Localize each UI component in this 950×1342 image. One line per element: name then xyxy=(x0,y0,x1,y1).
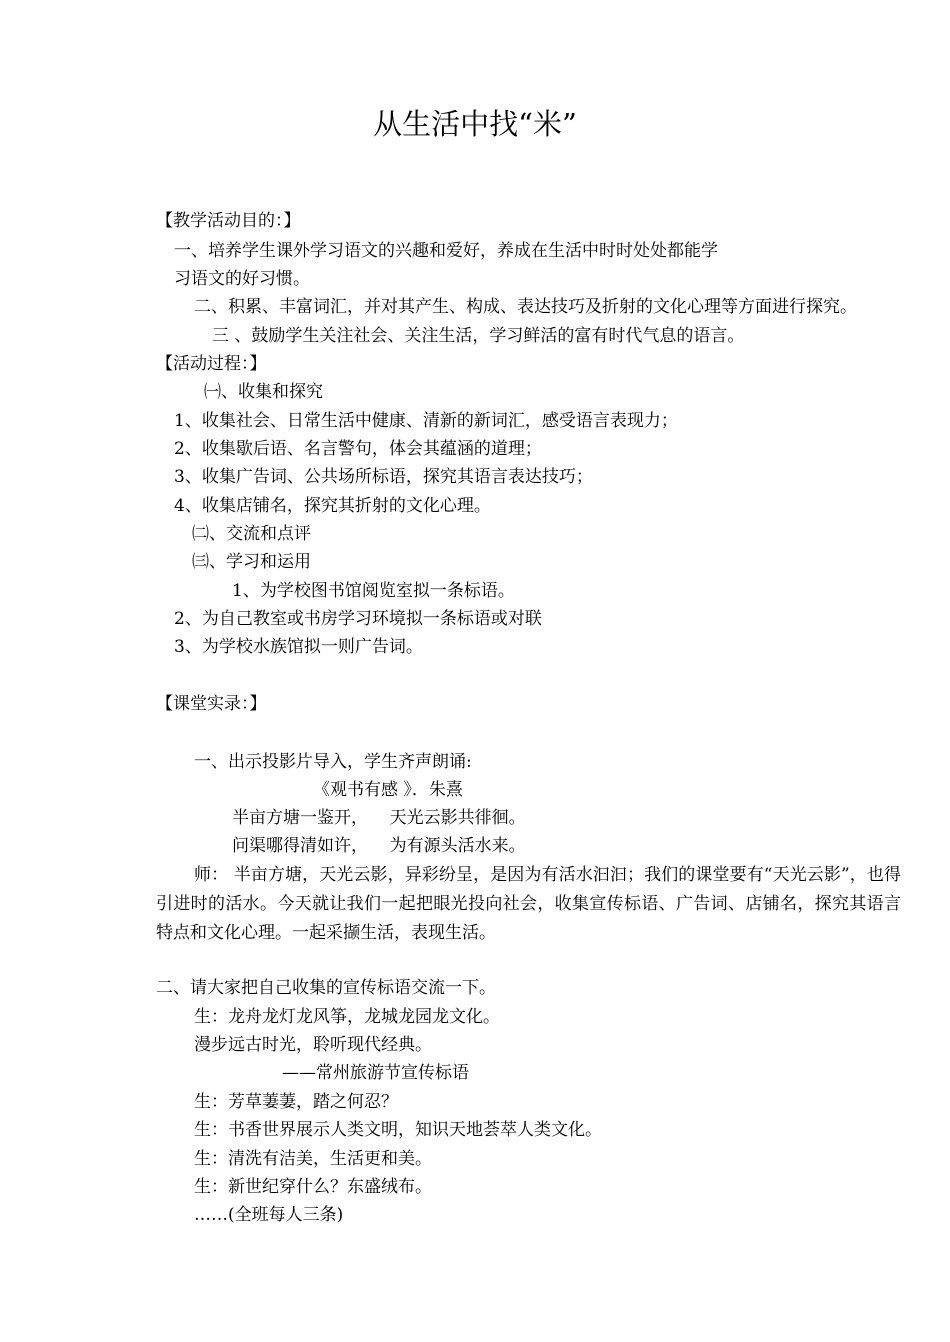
process-step-4: 4、收集店铺名，探究其折射的文化心理。 xyxy=(174,496,491,516)
goal-item-1-line-2: 习语文的好习惯。 xyxy=(174,269,310,289)
poem-line-1: 半亩方塘一鉴开， 天光云影共徘徊。 xyxy=(232,808,526,828)
student-1-line-1: 生：龙舟龙灯龙风筝，龙城龙园龙文化。 xyxy=(194,1007,500,1027)
record-intro: 一、出示投影片导入，学生齐声朗诵: xyxy=(194,752,472,772)
process-step-2: 2、收集歇后语、名言警句，体会其蕴涵的道理； xyxy=(174,439,542,459)
student-1-line-2: 漫步远古时光，聆听现代经典。 xyxy=(194,1035,432,1055)
process-part-2: ㈡、交流和点评 xyxy=(192,524,311,544)
process-heading: 【活动过程：】 xyxy=(156,354,267,374)
student-2: 生：芳草萋萋，踏之何忍？ xyxy=(194,1092,398,1112)
process-part-1: ㈠、收集和探究 xyxy=(204,382,323,402)
goals-heading: 【教学活动目的：】 xyxy=(156,211,301,231)
student-3: 生：书香世界展示人类文明，知识天地荟萃人类文化。 xyxy=(194,1120,602,1140)
student-4: 生：清洗有洁美，生活更和美。 xyxy=(194,1149,432,1169)
goal-item-3: 三 、鼓励学生关注社会、关注生活，学习鲜活的富有时代气息的语言。 xyxy=(212,326,745,346)
student-1-source: ——常州旅游节宣传标语 xyxy=(282,1063,469,1083)
ellipsis-note: ……(全班每人三条) xyxy=(194,1205,344,1225)
process-part-3: ㈢、学习和运用 xyxy=(192,552,311,572)
document-title: 从生活中找“米” xyxy=(373,107,577,141)
record-heading: 【课堂实录：】 xyxy=(156,694,267,714)
apply-item-2: 2、为自己教室或书房学习环境拟一条标语或对联 xyxy=(174,609,542,629)
student-5: 生：新世纪穿什么？东盛绒布。 xyxy=(194,1177,432,1197)
teacher-speech: 师： 半亩方塘，天光云影，异彩纷呈，是因为有活水汩汩；我们的课堂要有“天光云影”，也得引进时的活水。今天就让我们一起把眼光投向社会，收集宣传标语、广告词、店铺名，探究其语言特点和文化心理。一起采撷生活，表现生活。 xyxy=(156,865,901,943)
apply-item-3: 3、为学校水族馆拟一则广告词。 xyxy=(174,637,423,657)
apply-item-1: 1、为学校图书馆阅览室拟一条标语。 xyxy=(232,581,515,601)
process-step-1: 1、收集社会、日常生活中健康、清新的新词汇，感受语言表现力； xyxy=(174,411,678,431)
section-2-heading: 二、请大家把自己收集的宣传标语交流一下。 xyxy=(156,978,496,998)
poem-line-2: 问渠哪得清如许， 为有源头活水来。 xyxy=(232,836,526,856)
process-step-3: 3、收集广告词、公共场所标语，探究其语言表达技巧； xyxy=(174,467,593,487)
poem-title: 《观书有感 》．朱熹 xyxy=(313,780,463,800)
goal-item-1-line-1: 一、培养学生课外学习语文的兴趣和爱好，养成在生活中时时处处都能学 xyxy=(174,241,718,261)
goal-item-2: 二、积累、丰富词汇，并对其产生、构成、表达技巧及折射的文化心理等方面进行探究。 xyxy=(194,297,857,317)
